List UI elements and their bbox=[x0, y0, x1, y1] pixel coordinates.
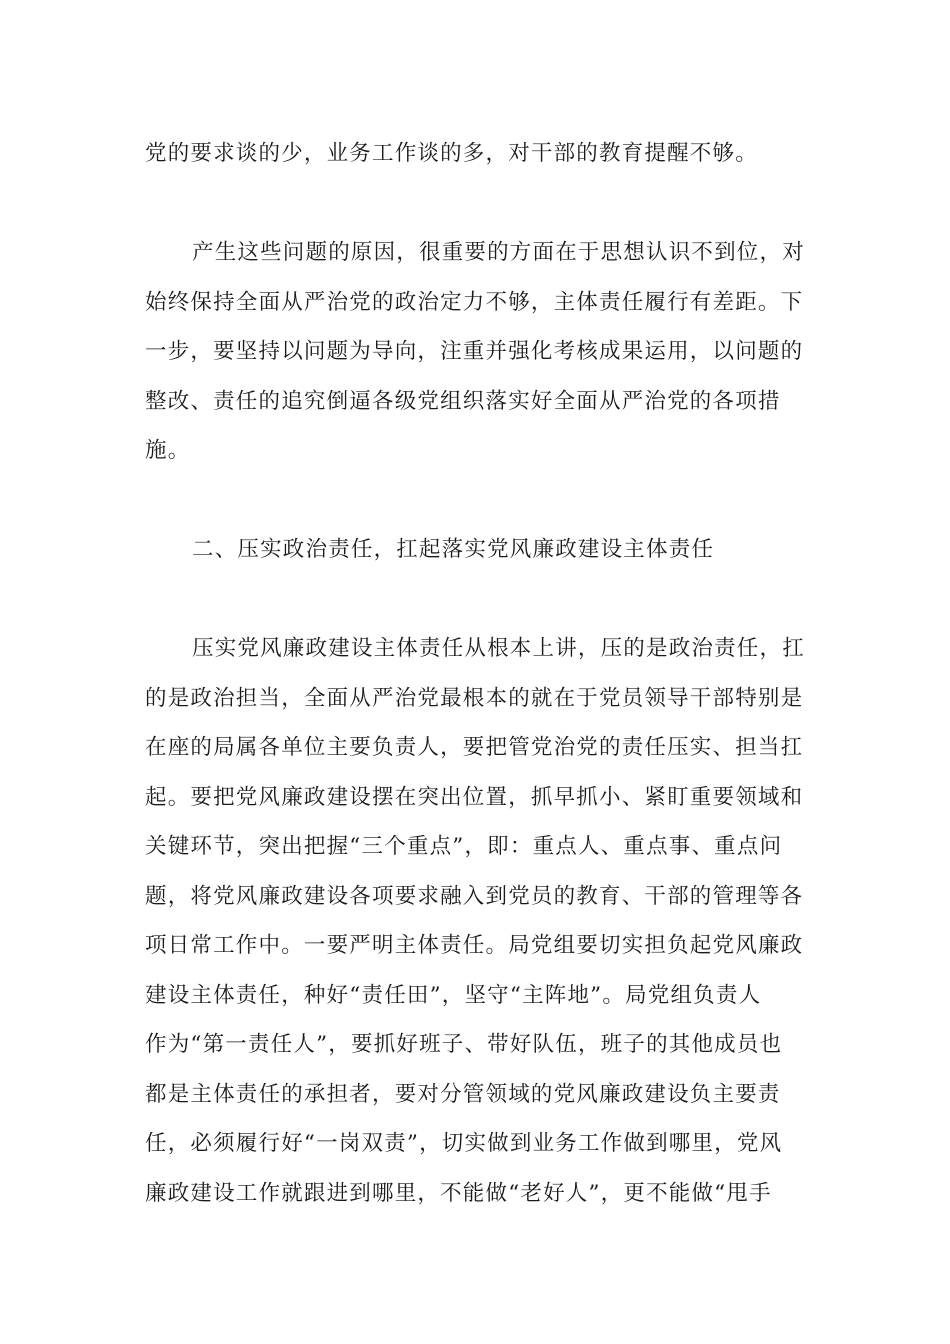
section-heading-text: 二、压实政治责任，扛起落实党风廉政建设主体责任 bbox=[192, 537, 715, 562]
paragraph-causes bbox=[145, 228, 807, 476]
text-line: 项日常工作中。一要严明主体责任。局党组要切实担负起党风廉政 bbox=[145, 933, 804, 958]
text-line: 一步，要坚持以问题为导向，注重并强化考核成果运用，以问题的 bbox=[145, 339, 804, 364]
text-line: 始终保持全面从严治党的政治定力不够，主体责任履行有差距。下 bbox=[145, 289, 804, 315]
paragraph-continuation bbox=[145, 129, 807, 179]
text-line: 施。 bbox=[145, 438, 191, 463]
text-line: 都是主体责任的承担者，要对分管领域的党风廉政建设负主要责 bbox=[145, 1081, 781, 1107]
text-line: 起。要把党风廉政建设摆在突出位置，抓早抓小、紧盯重要领域和 bbox=[145, 784, 804, 810]
text-line: 整改、责任的追究倒逼各级党组织落实好全面从严治党的各项措 bbox=[145, 388, 781, 414]
section-heading bbox=[145, 525, 807, 575]
text-line: 任，必须履行好“一岗双责”，切实做到业务工作做到哪里，党风 bbox=[145, 1131, 783, 1156]
text-line: 在座的局属各单位主要负责人，要把管党治党的责任压实、担当扛 bbox=[145, 735, 804, 760]
text-line: 关键环节，突出把握“三个重点”，即：重点人、重点事、重点问 bbox=[145, 834, 783, 859]
text-line: 压实党风廉政建设主体责任从根本上讲，压的是政治责任，扛 bbox=[192, 636, 805, 661]
text-line: 建设主体责任，种好“责任田”，坚守“主阵地”。局党组负责人 bbox=[145, 982, 762, 1008]
text-line: 题，将党风廉政建设各项要求融入到党员的教育、干部的管理等各 bbox=[145, 883, 804, 909]
text-line: 作为“第一责任人”，要抓好班子、带好队伍，班子的其他成员也 bbox=[145, 1032, 783, 1057]
text-line: 产生这些问题的原因，很重要的方面在于思想认识不到位，对 bbox=[192, 240, 805, 265]
text-line: 廉政建设工作就跟进到哪里，不能做“老好人”，更不能做“甩手 bbox=[145, 1180, 772, 1206]
paragraph-responsibility bbox=[145, 624, 807, 1218]
text-line: 党的要求谈的少，业务工作谈的多，对干部的教育提醒不够。 bbox=[145, 141, 758, 166]
text-line: 的是政治担当，全面从严治党最根本的就在于党员领导干部特别是 bbox=[145, 685, 804, 711]
